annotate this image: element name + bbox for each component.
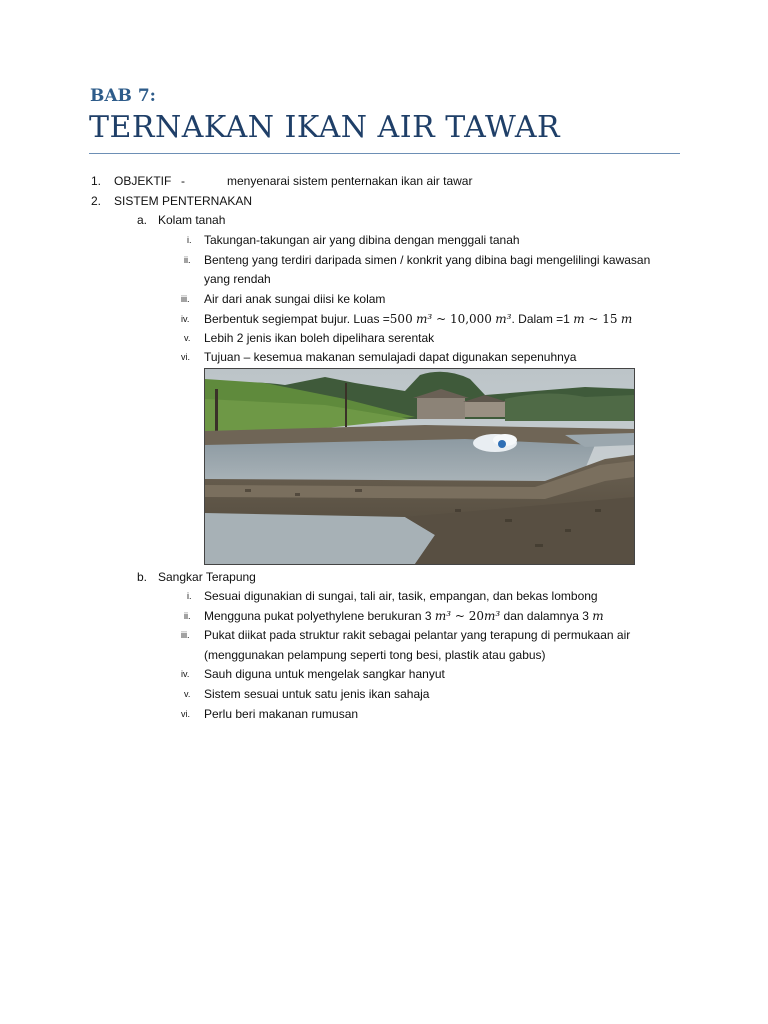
dalam-text: dan dalamnya 3 <box>500 609 589 623</box>
subsection-b-letter: b. <box>137 570 148 584</box>
luas-max-value: 10,000 <box>449 312 492 326</box>
list-item: Tujuan – kesemua makanan semulajadi dapat digunakan sepenuhnya <box>204 350 577 364</box>
list-item-numeral: iv. <box>181 669 190 679</box>
list-item: Lebih 2 jenis ikan boleh dipelihara serentak <box>204 331 435 345</box>
list-item: Air dari anak sungai diisi ke kolam <box>204 292 386 306</box>
list-item-numeral: v. <box>184 333 191 343</box>
list-item-numeral: ii. <box>184 255 191 265</box>
list-item-numeral: iii. <box>181 294 190 304</box>
list-item-numeral: i. <box>187 235 192 245</box>
range-tilde: ~ <box>584 312 603 326</box>
list-item-numeral: i. <box>187 591 192 601</box>
unit-m: m <box>573 312 585 326</box>
section-1-dash: - <box>181 174 185 188</box>
section-2-label: SISTEM PENTERNAKAN <box>114 194 253 208</box>
list-item-numeral: ii. <box>184 611 191 621</box>
unit-m3: m³ <box>416 312 433 326</box>
list-item-continuation: (menggunakan pelampung seperti tong besi, plastik atau gabus) <box>204 648 546 662</box>
list-item: Perlu beri makanan rumusan <box>204 707 359 721</box>
subsection-a-title: Kolam tanah <box>158 213 226 227</box>
subsection-a-letter: a. <box>137 213 148 227</box>
unit-m3: m³ <box>484 609 501 623</box>
section-1-text: menyenarai sistem penternakan ikan air tawar <box>227 174 473 188</box>
list-item-numeral: vi. <box>181 709 190 719</box>
section-1-label: OBJEKTIF <box>114 174 172 188</box>
unit-m3: m³ <box>495 312 512 326</box>
unit-m: m <box>620 312 633 326</box>
list-item: Sistem sesuai untuk satu jenis ikan sahaja <box>204 687 430 701</box>
list-item: Sauh diguna untuk mengelak sangkar hanyut <box>204 667 445 681</box>
title-divider <box>89 153 680 154</box>
dalam-max-value: 15 <box>602 312 618 326</box>
list-item: Sesuai digunakian di sungai, tali air, tasik, empangan, dan bekas lombong <box>204 589 598 603</box>
list-item: Benteng yang terdiri daripada simen / konkrit yang dibina bagi mengelilingi kawasan <box>204 253 651 267</box>
list-item-numeral: iii. <box>181 630 190 640</box>
range-tilde: ~ <box>432 312 450 326</box>
fish-pond-photo <box>204 368 635 565</box>
luas-prefix: Berbentuk segiempat bujur. Luas = <box>204 312 390 326</box>
list-item: Pukat diikat pada struktur rakit sebagai pelantar yang terapung di permukaan air <box>204 628 631 642</box>
luas-min-value: 500 <box>389 312 413 326</box>
section-2-number: 2. <box>91 194 102 208</box>
page-title: TERNAKAN IKAN AIR TAWAR <box>89 110 561 145</box>
chapter-number: BAB 7: <box>90 86 156 106</box>
section-1-number: 1. <box>91 174 102 188</box>
range-tilde: ~ <box>451 609 469 623</box>
dalam-prefix: . Dalam =1 <box>511 312 570 326</box>
ukuran-prefix: Mengguna pukat polyethylene berukuran 3 <box>204 609 432 623</box>
unit-m3: m³ <box>434 609 452 623</box>
list-item-continuation: yang rendah <box>204 272 271 286</box>
list-item: Takungan-takungan air yang dibina dengan menggali tanah <box>204 233 520 247</box>
ukuran-max-value: 20 <box>468 609 485 623</box>
subsection-b-title: Sangkar Terapung <box>158 570 256 584</box>
list-item-ukuran <box>204 608 604 624</box>
list-item-luas <box>204 311 632 327</box>
list-item-numeral: iv. <box>181 314 190 324</box>
unit-m: m <box>592 609 604 623</box>
list-item-numeral: vi. <box>181 352 190 362</box>
list-item-numeral: v. <box>184 689 191 699</box>
